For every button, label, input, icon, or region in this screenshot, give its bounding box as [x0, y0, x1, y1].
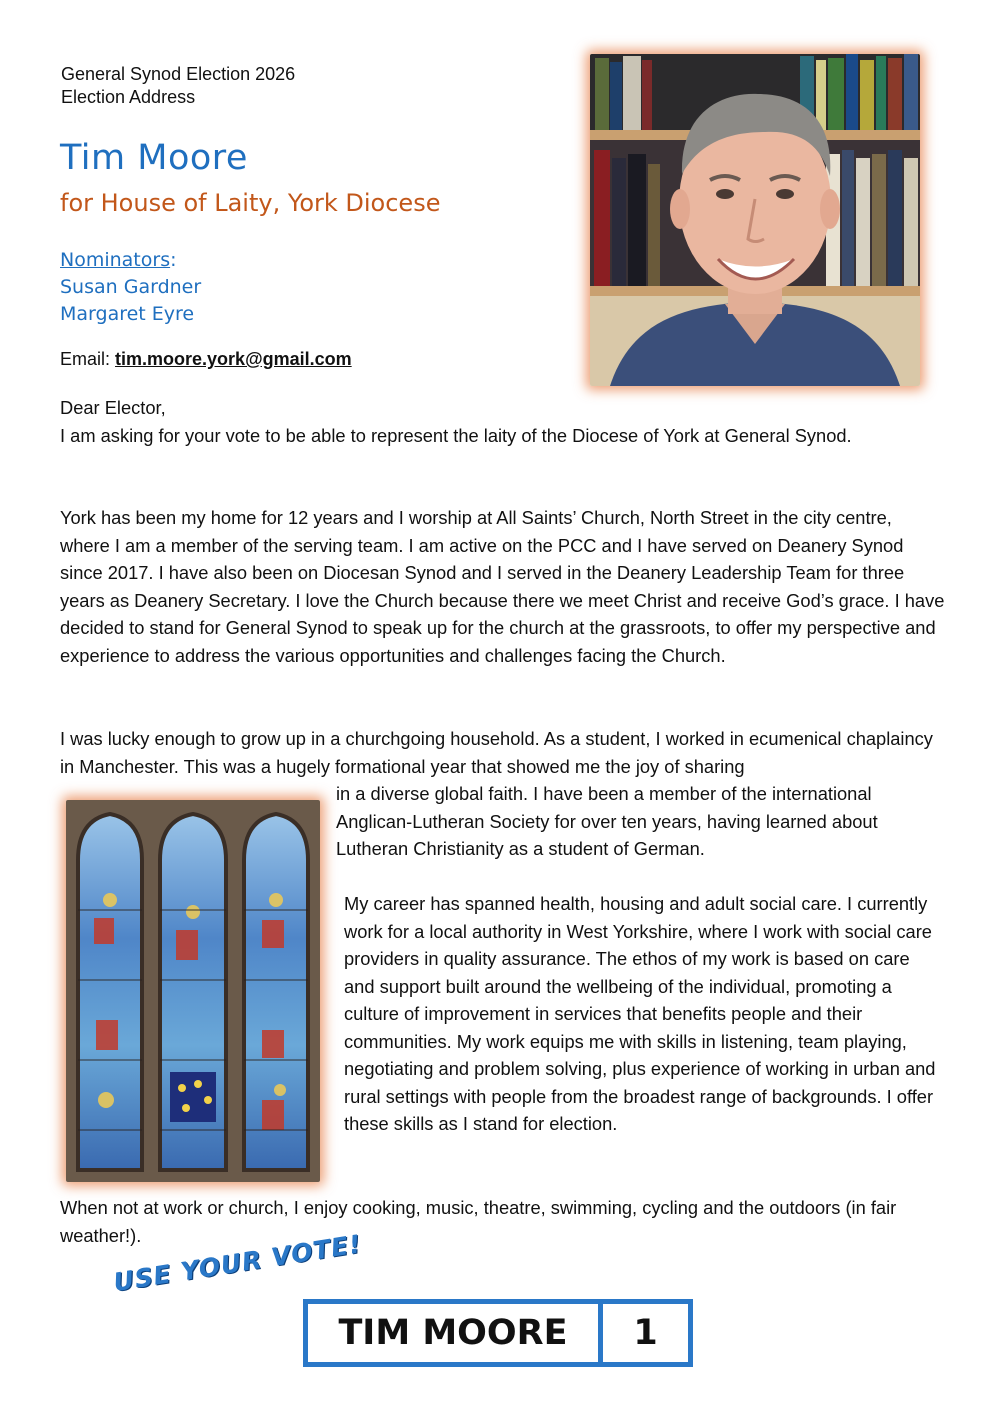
use-your-vote-slogan: USE YOUR VOTE! — [111, 1229, 364, 1297]
document-header — [61, 63, 295, 109]
nominator-name: Susan Gardner — [60, 276, 202, 298]
email-line — [60, 349, 352, 370]
stained-glass-window-image — [66, 800, 320, 1182]
ballot-candidate-name: TIM MOORE — [308, 1304, 603, 1362]
nominator-name: Margaret Eyre — [60, 303, 195, 325]
upbringing-paragraph: I was lucky enough to grow up in a churchgoing household. As a student, I worked in ecumenical chaplaincy in Manchester. This was a hugely formational year that showed me the joy of sharing — [60, 728, 933, 777]
ballot-vote-number: 1 — [633, 1313, 658, 1353]
letter-intro — [60, 394, 930, 449]
election-subtitle: Election Address — [61, 87, 196, 107]
greeting: Dear Elector, — [60, 397, 166, 418]
ballot-box — [303, 1299, 693, 1367]
nominators-colon: : — [170, 249, 177, 271]
portrait-image — [590, 54, 920, 386]
candidate-portrait — [590, 54, 920, 386]
intro-paragraph: I am asking for your vote to be able to represent the laity of the Diocese of York at General Synod. — [60, 424, 852, 446]
hobbies-paragraph: When not at work or church, I enjoy cooking, music, theatre, swimming, cycling and the outdoors (in fair weather!). — [60, 1197, 897, 1246]
upbringing-paragraph-continued: in a diverse global faith. I have been a member of the international Anglican-Lutheran Society for over ten years, having learned about Lutheran Christianity as a student of German. — [336, 783, 878, 859]
email-link[interactable]: tim.moore.york@gmail.com — [115, 349, 352, 369]
candidate-subtitle: for House of Laity, York Diocese — [60, 189, 441, 217]
nominators-block — [60, 247, 201, 328]
stained-glass-graphic — [66, 800, 320, 1182]
york-paragraph: York has been my home for 12 years and I worship at All Saints’ Church, North Street in the city centre, where I am a member of the serving team. I am active on the PCC and I have served on Deanery Synod since 2017. I have also been on Diocesan Synod and I served in the Deanery Leadership Team for three years as Deanery Secretary. I love the Church because there we meet Christ and receive God’s grace. I have decided to stand for General Synod to speak up for the church at the grassroots, to offer my perspective and experience to address the various opportunities and challenges facing the Church. — [60, 507, 945, 666]
email-label: Email: — [60, 349, 111, 369]
nominators-label: Nominators — [60, 249, 171, 271]
career-paragraph: My career has spanned health, housing and adult social care. I currently work for a local authority in West Yorkshire, where I work with social care providers in quality assurance. The ethos of my work is based on care and support built around the wellbeing of the individual, promoting a culture of improvement in services that benefits people and their communities. My work equips me with skills in listening, team playing, negotiating and problem solving, plus experience of working in urban and rural settings with people from the broadest range of backgrounds. I offer these skills as I stand for election. — [344, 893, 936, 1134]
election-title: General Synod Election 2026 — [61, 64, 296, 84]
candidate-name: Tim Moore — [60, 138, 248, 178]
